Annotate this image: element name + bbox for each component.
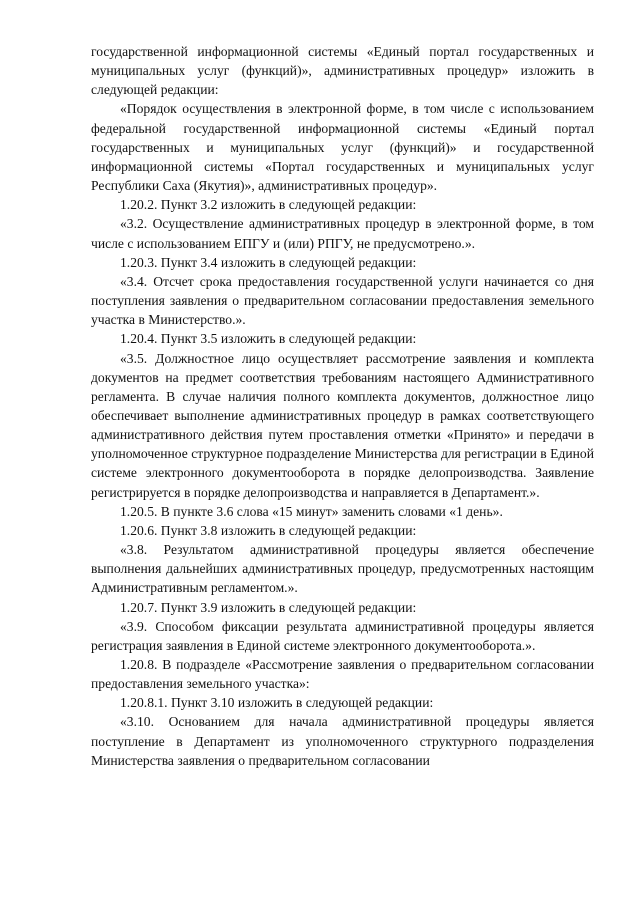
paragraph-quote-3-10: «3.10. Основанием для начала административной процедуры является поступление в Департамент из уполномоченного структурного подразделения Министерства заявления о предварительном согласовании bbox=[91, 714, 594, 768]
paragraph-continuation: государственной информационной системы «Единый портал государственных и муниципальных услуг (функций)», административных процедур» изложить в следующей редакции: bbox=[91, 44, 594, 98]
paragraph-quote-3-9: «3.9. Способом фиксации результата административной процедуры является регистрация заявления в Единой системе электронного документооборота.». bbox=[91, 618, 594, 653]
paragraph-quote-3-8: «3.8. Результатом административной процедуры является обеспечение выполнения дальнейших административных процедур, предусмотренных настоящим Административным регламентом.». bbox=[91, 542, 594, 596]
document-body bbox=[91, 42, 594, 770]
paragraph-item-1-20-3: 1.20.3. Пункт 3.4 изложить в следующей редакции: bbox=[120, 254, 417, 270]
paragraph-item-1-20-2: 1.20.2. Пункт 3.2 изложить в следующей редакции: bbox=[120, 197, 417, 213]
paragraph-item-1-20-8: 1.20.8. В подразделе «Рассмотрение заявления о предварительном согласовании предоставления земельного участка»: bbox=[91, 657, 594, 692]
paragraph-quote-3-5: «3.5. Должностное лицо осуществляет рассмотрение заявления и комплекта документов на предмет соответствия требованиям настоящего Административного регламента. В случае наличия полного комплекта документов, должностное лицо обеспечивает выполнение административных процедур в рамках соответствующего административного действия путем проставления отметки «Принято» и передачи в уполномоченное структурное подразделение Министерства для регистрации в Единой системе электронного документооборота в порядке делопроизводства. Заявление регистрируется в порядке делопроизводства и направляется в Департамент.». bbox=[91, 350, 594, 500]
paragraph-item-1-20-6: 1.20.6. Пункт 3.8 изложить в следующей редакции: bbox=[120, 522, 417, 538]
paragraph-item-1-20-8-1: 1.20.8.1. Пункт 3.10 изложить в следующей редакции: bbox=[120, 695, 434, 711]
paragraph-item-1-20-5: 1.20.5. В пункте 3.6 слова «15 минут» заменить словами «1 день». bbox=[120, 503, 503, 519]
paragraph-quote-3-4: «3.4. Отсчет срока предоставления государственной услуги начинается со дня поступления заявления о предварительном согласовании предоставления земельного участка в Министерство.». bbox=[91, 273, 594, 328]
paragraph-quote-procedure-order: «Порядок осуществления в электронной форме, в том числе с использованием федеральной государственной информационной системы «Единый портал государственных и муниципальных услуг (функций)» и государственной информационной системы «Портал государственных и муниципальных услуг Республики Саха (Якутия)», административных процедур». bbox=[91, 101, 594, 194]
paragraph-item-1-20-7: 1.20.7. Пункт 3.9 изложить в следующей редакции: bbox=[120, 599, 417, 615]
paragraph-quote-3-2: «3.2. Осуществление административных процедур в электронной форме, в том числе с использованием ЕПГУ и (или) РПГУ, не предусмотрено.». bbox=[91, 216, 594, 251]
paragraph-item-1-20-4: 1.20.4. Пункт 3.5 изложить в следующей редакции: bbox=[120, 331, 417, 347]
